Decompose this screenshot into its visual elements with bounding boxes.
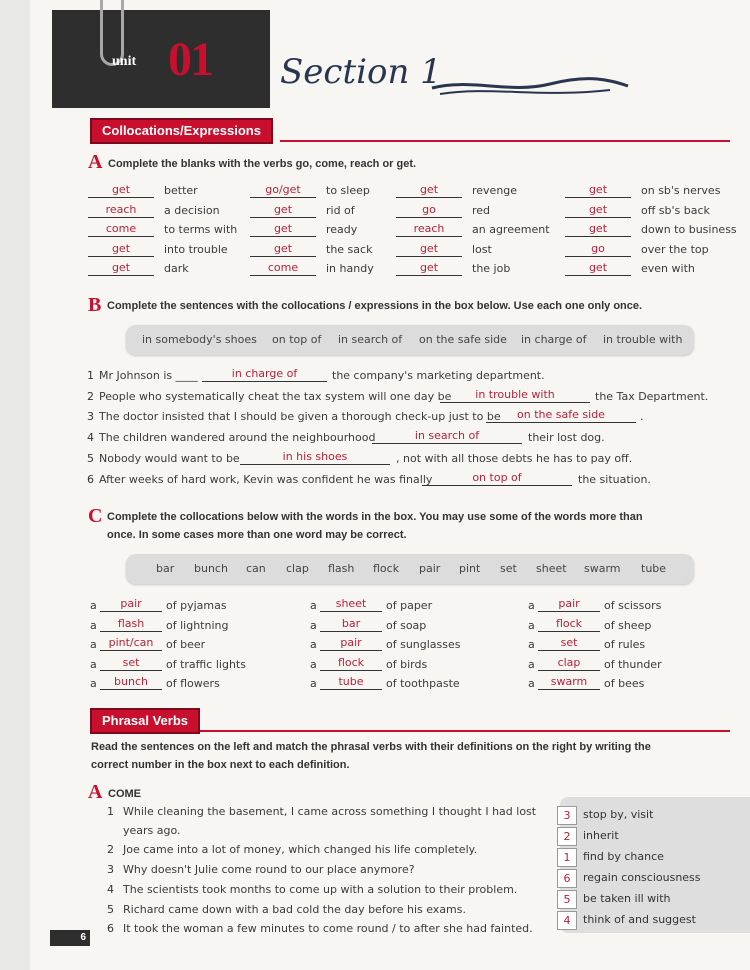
answer-blank[interactable]: pint/can: [100, 636, 162, 651]
phrase-text: ready: [326, 223, 358, 236]
part-b-letter: B: [88, 294, 102, 316]
answer-blank[interactable]: tube: [320, 675, 382, 690]
article-a: a: [310, 599, 317, 612]
phrasal-verb-heading: COME: [108, 788, 141, 800]
phrasal-instruction-line1: Read the sentences on the left and match the phrasal verbs with their definitions on the right by writing the: [91, 741, 651, 753]
phrase-text: of thunder: [604, 657, 662, 671]
answer-blank[interactable]: bunch: [100, 675, 162, 690]
sentence-number: 1: [107, 805, 114, 818]
phrase-text: even with: [641, 262, 695, 275]
sentence-number: 6: [107, 922, 114, 935]
part-a-letter: A: [88, 151, 103, 173]
answer-blank[interactable]: in trouble with: [440, 388, 590, 403]
sentence-text: the company's marketing department.: [332, 369, 545, 382]
definition-text: be taken ill with: [583, 892, 671, 905]
answer-blank[interactable]: swarm: [538, 675, 600, 690]
unit-label: unit: [112, 54, 137, 69]
phrase-text: of soap: [386, 618, 427, 632]
phrase-text: down to business: [641, 223, 737, 236]
word-box-item: set: [500, 562, 517, 575]
word-box-item: in charge of: [521, 333, 587, 346]
sentence-number: 2: [87, 390, 94, 403]
answer-blank[interactable]: on the safe side: [486, 408, 636, 423]
part-c-word-box: [126, 554, 694, 584]
definition-number-box[interactable]: 6: [557, 869, 577, 888]
phrase-text: of beer: [166, 638, 206, 651]
part-c-instruction-line1: Complete the collocations below with the words in the box. You may use some of the words more than: [107, 511, 643, 523]
page-number: 6: [50, 930, 90, 946]
phrasal-instruction-line2: correct number in the box next to each definition.: [91, 759, 350, 771]
answer-blank[interactable]: on top of: [422, 471, 572, 486]
sentence-number: 4: [107, 883, 114, 896]
article-a: a: [310, 657, 317, 671]
phrase-text: an agreement: [472, 223, 550, 236]
definition-number-box[interactable]: 5: [557, 890, 577, 909]
phrase-text: of rules: [604, 638, 646, 651]
phrase-text: over the top: [641, 242, 709, 256]
answer-blank[interactable]: in charge of: [202, 367, 327, 382]
article-a: a: [90, 599, 97, 612]
definition-text: find by chance: [583, 850, 664, 863]
sentence-text: .: [640, 410, 644, 423]
sentence-text-cont: years ago.: [123, 824, 181, 837]
answer-blank[interactable]: get: [250, 222, 316, 237]
part-c-instruction-line2: once. In some cases more than one word may be correct.: [107, 529, 407, 541]
answer-blank[interactable]: get: [396, 242, 462, 257]
answer-blank[interactable]: pair: [538, 597, 600, 612]
phrase-text: dark: [164, 262, 189, 275]
answer-blank[interactable]: set: [538, 636, 600, 651]
phrase-text: the job: [472, 262, 511, 275]
sentence-text: Richard came down with a bad cold the day before his exams.: [123, 903, 466, 916]
answer-blank[interactable]: flock: [538, 617, 600, 632]
word-box-item: can: [246, 562, 266, 575]
section-title: Section 1: [280, 52, 442, 92]
phrase-text: rid of: [326, 203, 355, 217]
article-a: a: [528, 618, 535, 632]
sentence-number: 3: [107, 863, 114, 876]
word-box-item: tube: [641, 562, 667, 575]
phrase-text: of birds: [386, 657, 428, 671]
word-box-item: bunch: [194, 562, 228, 575]
answer-blank[interactable]: come: [88, 222, 154, 237]
phrase-text: a decision: [164, 203, 220, 217]
part-c-letter: C: [88, 505, 103, 527]
word-box-item: in trouble with: [603, 333, 683, 346]
definition-number-box[interactable]: 2: [557, 827, 577, 846]
sentence-number: 1: [87, 369, 94, 382]
answer-blank[interactable]: bar: [320, 617, 382, 632]
article-a: a: [528, 677, 535, 690]
answer-blank[interactable]: in search of: [372, 429, 522, 444]
sentence-text: , not with all those debts he has to pay off.: [396, 452, 633, 465]
phrase-text: lost: [472, 242, 492, 256]
sentence-text: After weeks of hard work, Kevin was confident he was finally: [99, 473, 433, 486]
part-b-word-box: [126, 325, 694, 355]
phrase-text: to terms with: [164, 223, 238, 236]
sentence-text: The scientists took months to come up with a solution to their problem.: [123, 883, 518, 896]
article-a: a: [310, 638, 317, 651]
answer-blank[interactable]: get: [396, 261, 462, 276]
answer-blank[interactable]: get: [565, 183, 631, 198]
phrase-text: of traffic lights: [166, 657, 246, 671]
sentence-text: It took the woman a few minutes to come round / to after she had fainted.: [123, 922, 533, 935]
word-box-item: swarm: [584, 562, 621, 575]
sentence-number: 4: [87, 431, 94, 444]
answer-blank[interactable]: set: [100, 656, 162, 671]
phrasal-verbs-banner: Phrasal Verbs: [90, 708, 200, 734]
definition-text: regain consciousness: [583, 871, 701, 884]
word-box-item: in search of: [338, 333, 403, 346]
sentence-text: their lost dog.: [528, 431, 605, 444]
sentence-number: 5: [87, 452, 94, 465]
answer-blank[interactable]: get: [250, 242, 316, 257]
part-a-instruction: Complete the blanks with the verbs go, come, reach or get.: [108, 158, 417, 170]
sentence-number: 6: [87, 473, 94, 486]
article-a: a: [90, 657, 97, 671]
banner-rule: [280, 140, 730, 142]
word-box-item: on top of: [272, 333, 322, 346]
article-a: a: [90, 638, 97, 651]
word-box-item: pair: [419, 562, 441, 575]
answer-blank[interactable]: get: [88, 183, 154, 198]
sentence-text: While cleaning the basement, I came across something I thought I had lost: [123, 805, 537, 818]
article-a: a: [310, 618, 317, 632]
unit-header-bar: [52, 10, 270, 108]
definition-text: think of and suggest: [583, 913, 696, 926]
sentence-number: 2: [107, 843, 114, 856]
sentence-text: Joe came into a lot of money, which changed his life completely.: [123, 843, 478, 856]
article-a: a: [90, 618, 97, 632]
answer-blank[interactable]: get: [250, 203, 316, 218]
sentence-text: the situation.: [578, 473, 651, 486]
sentence-text: The children wandered around the neighbourhood: [99, 431, 376, 444]
answer-blank[interactable]: go: [396, 203, 462, 218]
answer-blank[interactable]: reach: [88, 203, 154, 218]
phrase-text: in handy: [326, 262, 374, 275]
definition-text: inherit: [583, 829, 619, 842]
workbook-page: [30, 0, 750, 970]
answer-blank[interactable]: reach: [396, 222, 462, 237]
answer-blank[interactable]: come: [250, 261, 316, 276]
phrase-text: red: [472, 203, 491, 217]
article-a: a: [90, 677, 97, 690]
phrase-text: revenge: [472, 184, 518, 197]
phrase-text: of pyjamas: [166, 599, 227, 612]
phrase-text: on sb's nerves: [641, 184, 721, 197]
answer-blank[interactable]: get: [565, 222, 631, 237]
word-box-item: clap: [286, 562, 309, 575]
sentence-text: People who systematically cheat the tax system will one day be: [99, 390, 452, 403]
unit-number: 01: [168, 33, 212, 86]
answer-blank[interactable]: get: [396, 183, 462, 198]
part-b-instruction: Complete the sentences with the collocations / expressions in the box below. Use each one only once.: [107, 300, 643, 312]
definition-number-box[interactable]: 3: [557, 806, 577, 825]
phrase-text: of toothpaste: [386, 677, 460, 690]
answer-blank[interactable]: clap: [538, 656, 600, 671]
phrase-text: the sack: [326, 242, 373, 256]
answer-blank[interactable]: get: [88, 242, 154, 257]
word-box-item: pint: [459, 562, 481, 575]
answer-blank[interactable]: sheet: [320, 597, 382, 612]
article-a: a: [310, 677, 317, 690]
sentence-text: Nobody would want to be: [99, 452, 240, 465]
sentence-text: The doctor insisted that I should be given a thorough check-up just to be: [99, 410, 501, 423]
article-a: a: [528, 599, 535, 612]
answer-blank[interactable]: pair: [320, 636, 382, 651]
phrase-text: of scissors: [604, 599, 662, 612]
phrasal-banner-rule: [200, 730, 730, 732]
phrase-text: into trouble: [164, 242, 228, 256]
phrase-text: of flowers: [166, 677, 220, 690]
phrase-text: off sb's back: [641, 203, 710, 217]
sentence-number: 3: [87, 410, 94, 423]
phrase-text: of sheep: [604, 618, 652, 632]
phrase-text: to sleep: [326, 184, 370, 197]
answer-blank[interactable]: flash: [100, 617, 162, 632]
definition-text: stop by, visit: [583, 808, 654, 821]
phrase-text: of bees: [604, 677, 645, 690]
word-box-item: sheet: [536, 562, 567, 575]
answer-blank[interactable]: get: [88, 261, 154, 276]
sentence-text: Why doesn't Julie come round to our place anymore?: [123, 863, 415, 876]
definition-number-box[interactable]: 4: [557, 911, 577, 930]
sentence-text: Mr Johnson is ____: [99, 369, 198, 382]
word-box-item: flock: [373, 562, 400, 575]
answer-blank[interactable]: pair: [100, 597, 162, 612]
definition-number-box[interactable]: 1: [557, 848, 577, 867]
word-box-item: in somebody's shoes: [142, 333, 257, 346]
answer-blank[interactable]: go: [565, 242, 631, 257]
phrase-text: of paper: [386, 599, 433, 612]
word-box-item: flash: [328, 562, 355, 575]
answer-blank[interactable]: get: [565, 203, 631, 218]
article-a: a: [528, 638, 535, 651]
answer-blank[interactable]: go/get: [250, 183, 316, 198]
phrase-text: better: [164, 184, 198, 197]
phrase-text: of sunglasses: [386, 638, 461, 651]
answer-blank[interactable]: flock: [320, 656, 382, 671]
sentence-number: 5: [107, 903, 114, 916]
phrase-text: of lightning: [166, 618, 229, 632]
word-box-item: bar: [156, 562, 175, 575]
word-box-item: on the safe side: [419, 333, 507, 346]
article-a: a: [528, 657, 535, 671]
collocations-banner: Collocations/Expressions: [90, 118, 273, 144]
sentence-text: the Tax Department.: [595, 390, 709, 403]
phrasal-part-a-letter: A: [88, 781, 103, 803]
answer-blank[interactable]: get: [565, 261, 631, 276]
scribble-underline: [430, 70, 630, 100]
answer-blank[interactable]: in his shoes: [240, 450, 390, 465]
